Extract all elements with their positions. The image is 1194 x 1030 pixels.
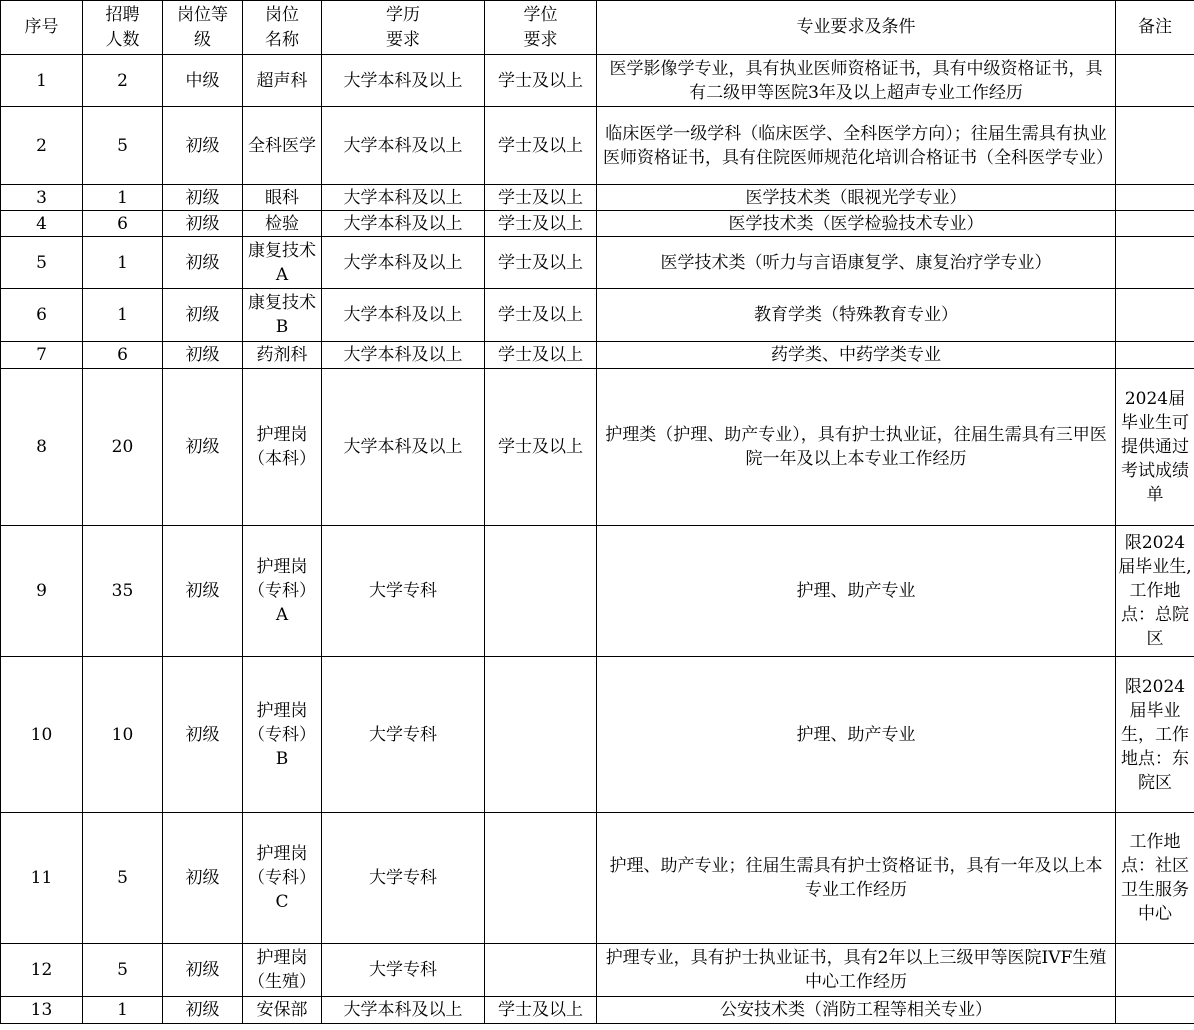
- cell-position: 护理岗（生殖）: [243, 944, 322, 997]
- cell-remarks: [1116, 55, 1194, 107]
- cell-count: 1: [83, 997, 163, 1024]
- cell-count: 1: [83, 237, 163, 289]
- cell-requirements: 药学类、中药学类专业: [597, 342, 1116, 369]
- table-row: [1, 342, 1194, 369]
- table-row: [1, 526, 1194, 657]
- cell-grade: 初级: [163, 526, 243, 657]
- cell-education: 大学本科及以上: [322, 369, 485, 526]
- cell-seq: 8: [1, 369, 83, 526]
- cell-remarks: 工作地点：社区卫生服务中心: [1116, 813, 1194, 944]
- cell-count: 5: [83, 944, 163, 997]
- cell-position: 全科医学: [243, 107, 322, 185]
- cell-position: 护理岗（专科）C: [243, 813, 322, 944]
- cell-grade: 初级: [163, 289, 243, 342]
- cell-education: 大学本科及以上: [322, 55, 485, 107]
- cell-grade: 初级: [163, 997, 243, 1024]
- cell-education: 大学本科及以上: [322, 237, 485, 289]
- cell-grade: 初级: [163, 107, 243, 185]
- cell-count: 1: [83, 185, 163, 211]
- cell-remarks: [1116, 342, 1194, 369]
- cell-seq: 5: [1, 237, 83, 289]
- cell-position: 护理岗（本科）: [243, 369, 322, 526]
- cell-position: 护理岗（专科）B: [243, 657, 322, 813]
- cell-grade: 初级: [163, 657, 243, 813]
- header-row: [1, 1, 1194, 55]
- cell-position: 药剂科: [243, 342, 322, 369]
- cell-position: 康复技术B: [243, 289, 322, 342]
- cell-position: 康复技术A: [243, 237, 322, 289]
- table-row: [1, 657, 1194, 813]
- cell-remarks: [1116, 289, 1194, 342]
- table-row: [1, 369, 1194, 526]
- cell-requirements: 护理、助产专业: [597, 657, 1116, 813]
- cell-count: 35: [83, 526, 163, 657]
- cell-count: 2: [83, 55, 163, 107]
- cell-education: 大学专科: [322, 526, 485, 657]
- cell-grade: 初级: [163, 369, 243, 526]
- cell-seq: 6: [1, 289, 83, 342]
- cell-requirements: 护理类（护理、助产专业），具有护士执业证，往届生需具有三甲医院一年及以上本专业工作经历: [597, 369, 1116, 526]
- cell-seq: 12: [1, 944, 83, 997]
- cell-degree: [485, 813, 597, 944]
- table-row: [1, 185, 1194, 211]
- table-row: [1, 289, 1194, 342]
- cell-remarks: 2024届毕业生可提供通过考试成绩单: [1116, 369, 1194, 526]
- table-row: [1, 997, 1194, 1024]
- table-row: [1, 107, 1194, 185]
- cell-degree: 学士及以上: [485, 107, 597, 185]
- header-grade: 岗位等 级: [163, 1, 243, 55]
- cell-requirements: 公安技术类（消防工程等相关专业）: [597, 997, 1116, 1024]
- table-row: [1, 944, 1194, 997]
- table-row: [1, 237, 1194, 289]
- cell-requirements: 医学技术类（听力与言语康复学、康复治疗学专业）: [597, 237, 1116, 289]
- cell-degree: 学士及以上: [485, 185, 597, 211]
- cell-education: 大学本科及以上: [322, 342, 485, 369]
- cell-degree: 学士及以上: [485, 55, 597, 107]
- header-seq: 序号: [1, 1, 83, 55]
- cell-grade: 初级: [163, 944, 243, 997]
- cell-requirements: 临床医学一级学科（临床医学、全科医学方向）；往届生需具有执业医师资格证书，具有住院医师规范化培训合格证书（全科医学专业）: [597, 107, 1116, 185]
- cell-count: 6: [83, 342, 163, 369]
- cell-requirements: 医学影像学专业，具有执业医师资格证书，具有中级资格证书，具有二级甲等医院3年及以上超声专业工作经历: [597, 55, 1116, 107]
- cell-grade: 初级: [163, 237, 243, 289]
- cell-grade: 初级: [163, 211, 243, 237]
- cell-requirements: 医学技术类（眼视光学专业）: [597, 185, 1116, 211]
- cell-seq: 10: [1, 657, 83, 813]
- cell-requirements: 教育学类（特殊教育专业）: [597, 289, 1116, 342]
- cell-position: 护理岗（专科）A: [243, 526, 322, 657]
- cell-degree: 学士及以上: [485, 342, 597, 369]
- cell-seq: 13: [1, 997, 83, 1024]
- cell-seq: 2: [1, 107, 83, 185]
- cell-requirements: 护理专业，具有护士执业证书，具有2年以上三级甲等医院IVF生殖中心工作经历: [597, 944, 1116, 997]
- table-row: [1, 813, 1194, 944]
- cell-seq: 11: [1, 813, 83, 944]
- cell-position: 眼科: [243, 185, 322, 211]
- cell-count: 5: [83, 107, 163, 185]
- cell-remarks: 限2024届毕业生,工作地点：总院区: [1116, 526, 1194, 657]
- cell-seq: 4: [1, 211, 83, 237]
- header-remarks: 备注: [1116, 1, 1194, 55]
- cell-education: 大学专科: [322, 944, 485, 997]
- cell-position: 检验: [243, 211, 322, 237]
- cell-education: 大学本科及以上: [322, 289, 485, 342]
- cell-education: 大学本科及以上: [322, 211, 485, 237]
- cell-grade: 初级: [163, 813, 243, 944]
- cell-seq: 7: [1, 342, 83, 369]
- cell-seq: 3: [1, 185, 83, 211]
- cell-count: 6: [83, 211, 163, 237]
- cell-count: 10: [83, 657, 163, 813]
- cell-education: 大学专科: [322, 657, 485, 813]
- cell-grade: 初级: [163, 185, 243, 211]
- table-row: [1, 55, 1194, 107]
- cell-count: 5: [83, 813, 163, 944]
- cell-requirements: 护理、助产专业；往届生需具有护士资格证书，具有一年及以上本专业工作经历: [597, 813, 1116, 944]
- cell-position: 安保部: [243, 997, 322, 1024]
- cell-remarks: [1116, 997, 1194, 1024]
- cell-education: 大学本科及以上: [322, 107, 485, 185]
- cell-remarks: [1116, 107, 1194, 185]
- cell-grade: 初级: [163, 342, 243, 369]
- header-education: 学历 要求: [322, 1, 485, 55]
- cell-remarks: 限2024届毕业生，工作地点：东院区: [1116, 657, 1194, 813]
- cell-degree: 学士及以上: [485, 997, 597, 1024]
- cell-degree: 学士及以上: [485, 211, 597, 237]
- table-row: [1, 211, 1194, 237]
- cell-degree: [485, 657, 597, 813]
- cell-remarks: [1116, 944, 1194, 997]
- header-requirements: 专业要求及条件: [597, 1, 1116, 55]
- cell-requirements: 医学技术类（医学检验技术专业）: [597, 211, 1116, 237]
- cell-remarks: [1116, 237, 1194, 289]
- cell-degree: 学士及以上: [485, 237, 597, 289]
- cell-degree: 学士及以上: [485, 289, 597, 342]
- cell-education: 大学本科及以上: [322, 997, 485, 1024]
- cell-seq: 9: [1, 526, 83, 657]
- cell-seq: 1: [1, 55, 83, 107]
- cell-degree: 学士及以上: [485, 369, 597, 526]
- cell-count: 20: [83, 369, 163, 526]
- header-degree: 学位 要求: [485, 1, 597, 55]
- cell-degree: [485, 526, 597, 657]
- header-count: 招聘 人数: [83, 1, 163, 55]
- header-position: 岗位 名称: [243, 1, 322, 55]
- cell-position: 超声科: [243, 55, 322, 107]
- cell-degree: [485, 944, 597, 997]
- cell-remarks: [1116, 211, 1194, 237]
- cell-education: 大学本科及以上: [322, 185, 485, 211]
- cell-remarks: [1116, 185, 1194, 211]
- cell-requirements: 护理、助产专业: [597, 526, 1116, 657]
- cell-grade: 中级: [163, 55, 243, 107]
- cell-count: 1: [83, 289, 163, 342]
- cell-education: 大学专科: [322, 813, 485, 944]
